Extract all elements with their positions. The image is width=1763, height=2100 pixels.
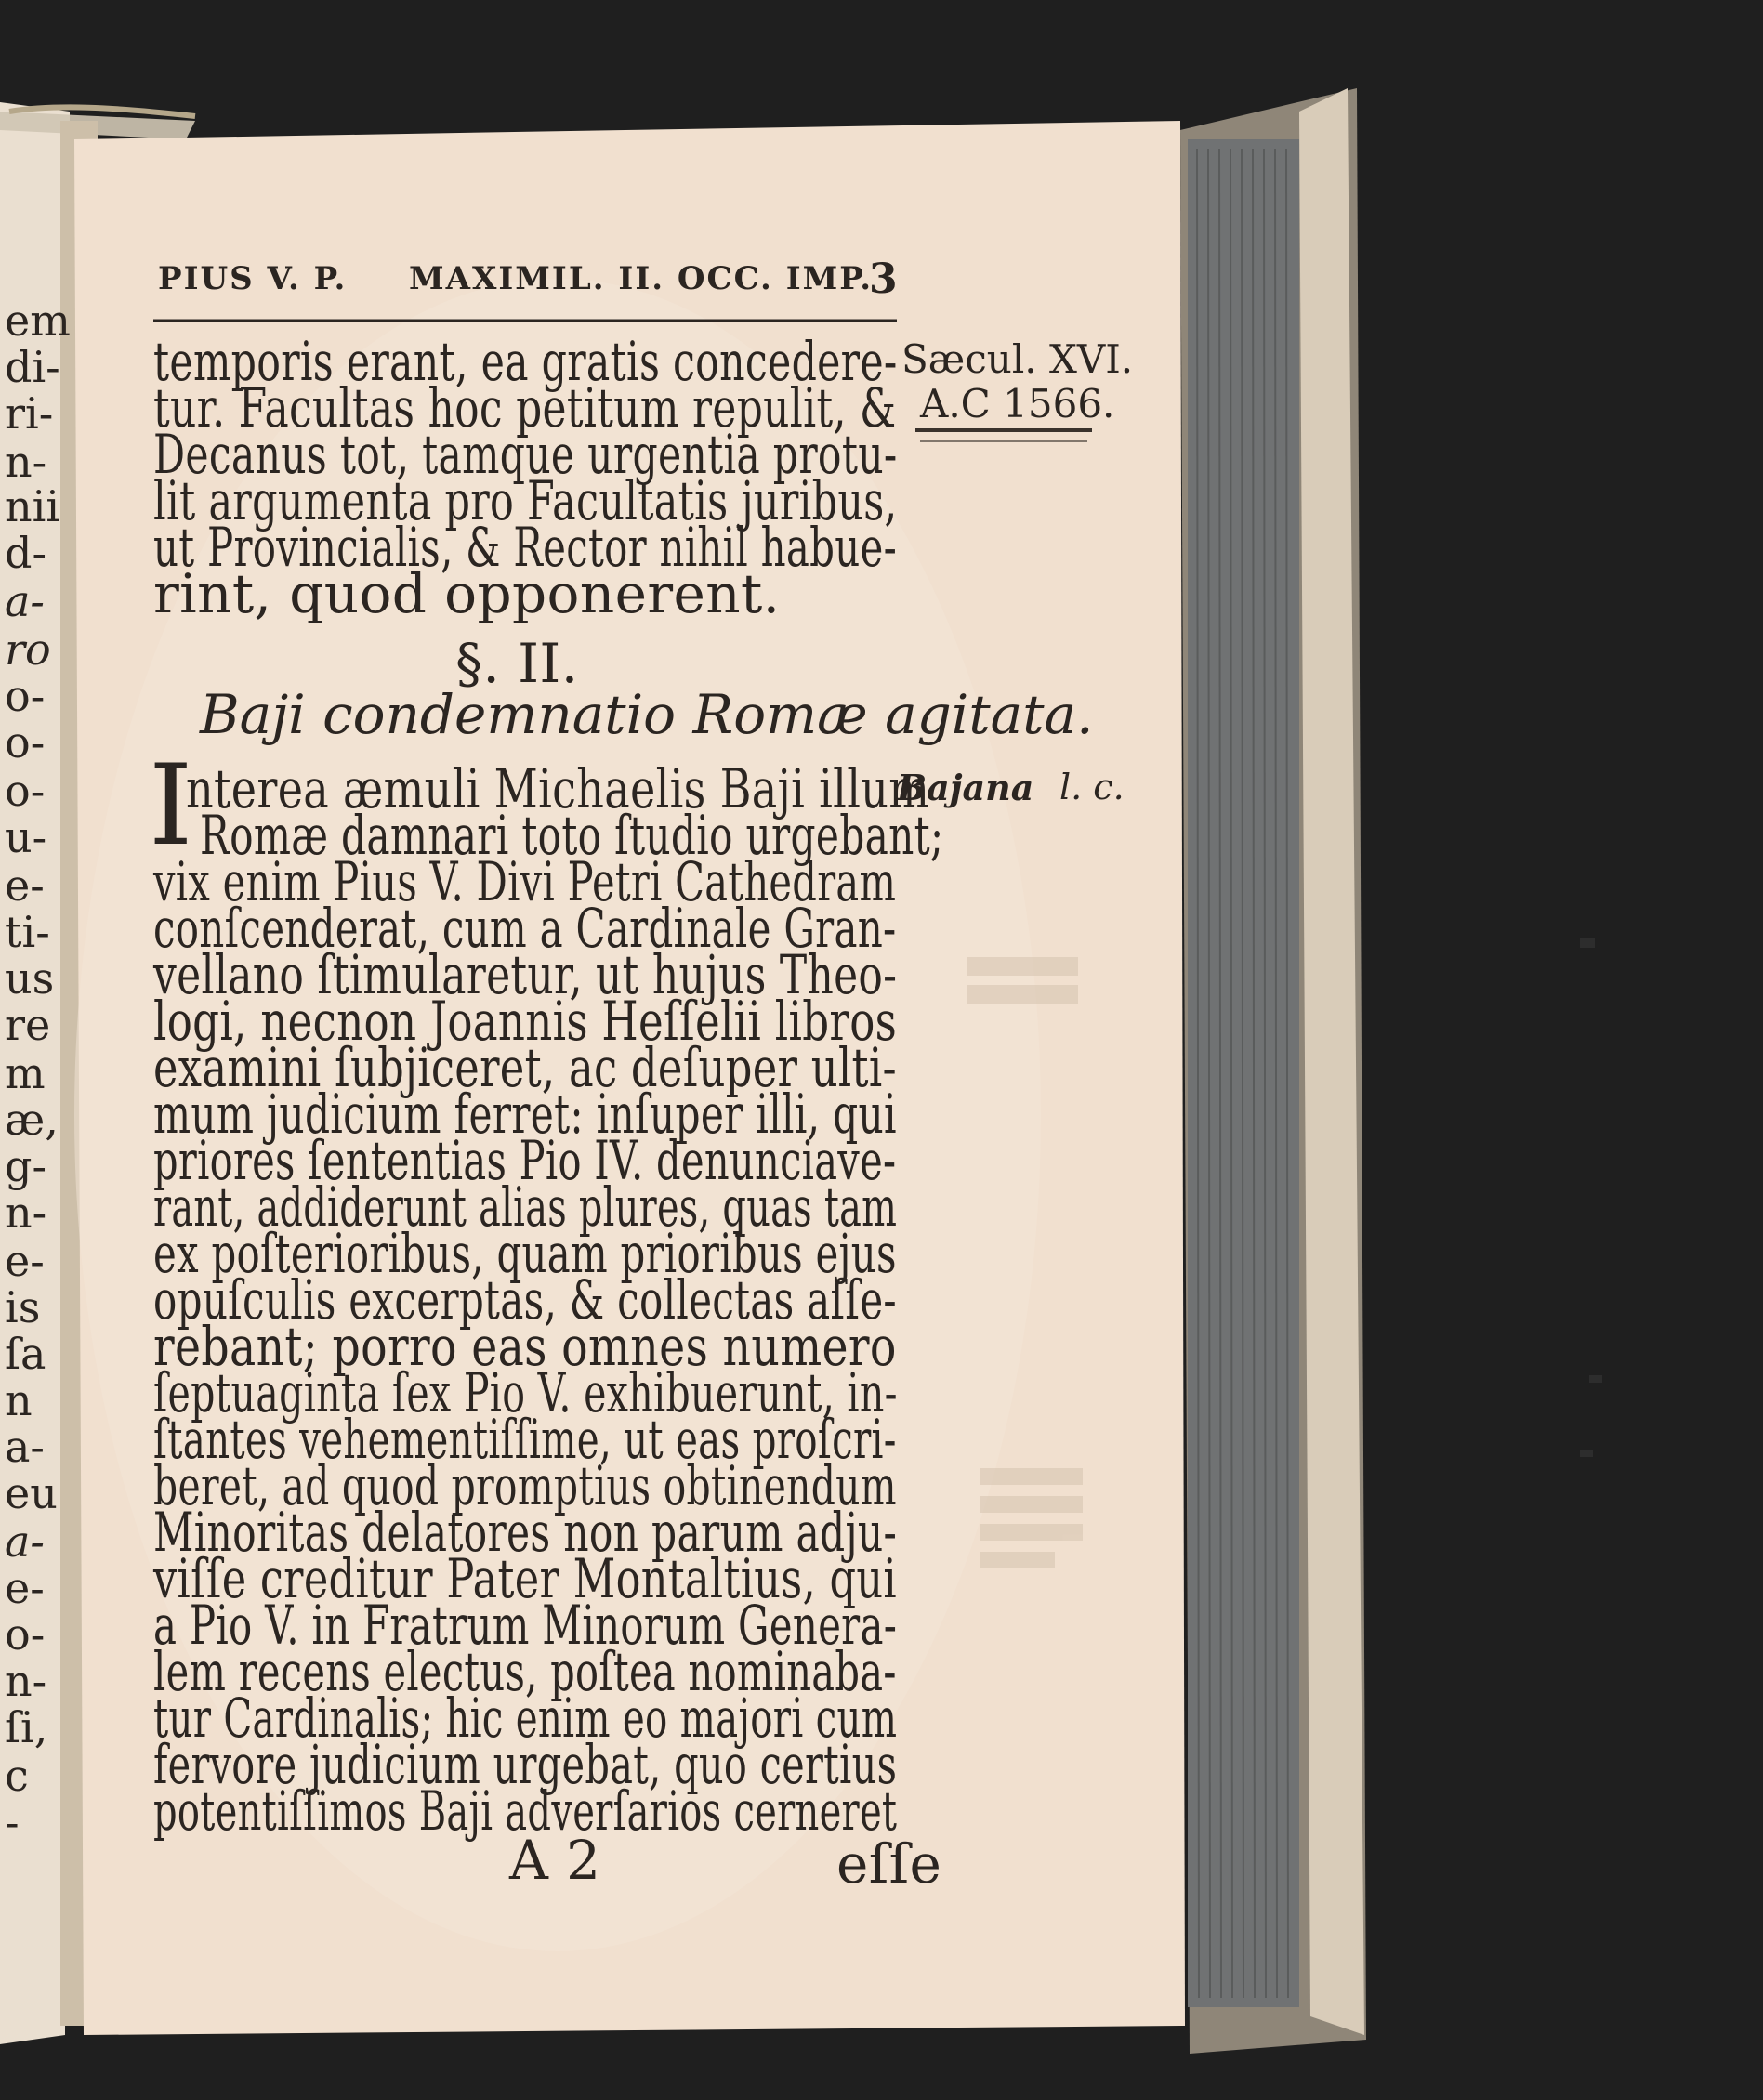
text-line: examini ſubjiceret, ac deſuper ulti- [153,1036,897,1099]
text-line: tur Cardinalis; hic enim eo majori cum [153,1687,898,1750]
text-line: Decanus tot, tamque urgentia protu- [153,423,898,486]
drop-cap: I [149,742,193,871]
text-line: vix enim Pius V. Divi Petri Cathedram [153,850,897,913]
text-line: priores ſententias Pio IV. denunciave- [153,1129,897,1192]
left-fragment: ſa [5,1329,46,1379]
left-fragment: ſi, [5,1702,48,1752]
left-fragment: e- [5,1563,45,1613]
signature-mark: A 2 [509,1829,601,1892]
text-line: lit argumenta pro Facultatis juribus, [153,469,898,532]
text-line: conſcenderat, cum a Cardinale Gran- [153,897,897,960]
text-line: beret, ad quod promptius obtinendum [153,1454,897,1517]
text-line: ſeptuaginta ſex Pio V. exhibuerunt, in- [153,1361,898,1424]
left-fragment: ro [5,624,51,675]
running-head-center: MAXIMIL. II. OCC. IMP. [409,260,874,297]
page-number: 3 [869,256,900,303]
text-line: rant, addiderunt alias plures, quas tam [153,1175,898,1239]
section-title: Baji condemnatio Romæ agitata. [200,683,1094,746]
left-fragment: n- [5,1656,47,1706]
left-fragment: eu [5,1468,58,1518]
left-fragment: nii [5,481,60,532]
left-fragment: a- [5,1422,45,1472]
left-fragment: e- [5,860,45,911]
left-fragment: m [5,1048,46,1098]
text-line: ex poſterioribus, quam prioribus ejus [153,1222,897,1285]
left-fragment: us [5,953,55,1004]
catchword: eſſe [836,1832,942,1896]
text-line: a Pio V. in Fratrum Minorum Genera- [153,1594,898,1657]
left-fragment: o- [5,671,46,721]
text-line: ſtantes vehementiſſime, ut eas proſcri- [153,1408,897,1471]
text-line: potentiſſimos Baji adverſarios cerneret [153,1779,898,1843]
text-line: tur. Facultas hoc petitum repulit, & [153,376,897,440]
left-fragment: o- [5,1609,46,1660]
section-mark: §. II. [455,632,579,695]
text-line: mum judicium ferret: inſuper illi, qui [153,1083,897,1146]
left-fragment: is [5,1282,41,1332]
left-fragment: re [5,1000,51,1050]
text-line: rebant; porro eas omnes numero [153,1315,897,1378]
text-line: logi, necnon Joannis Heſſelii libros [153,990,898,1053]
text-line: opuſculis excerptas, & collectas aſſe- [153,1268,897,1332]
left-fragment: u- [5,812,47,862]
text-line: rint, quod opponerent. [153,562,781,625]
left-fragment: d- [5,528,46,578]
text-line: nterea æmuli Michaelis Baji illum [186,757,930,820]
margin-ref-loc: l. c. [1059,767,1125,807]
left-fragment: di- [5,342,60,392]
left-fragment: c [5,1751,29,1801]
text-line: ut Provincialis, & Rector nihil habue- [153,516,898,579]
text-line: Minoritas delatores non parum adju- [153,1501,898,1564]
left-fragment: n- [5,1188,47,1238]
text-line: vellano ſtimularetur, ut hujus Theo- [153,943,898,1006]
text-line: lem recens electus, poſtea nominaba- [153,1640,897,1703]
left-fragment: o- [5,717,46,768]
text-line: Romæ damnari toto ſtudio urgebant; [200,804,944,867]
left-fragment: ti- [5,907,50,957]
text-line: fervore judicium urgebat, quo certius [153,1733,898,1796]
margin-anno: A.C 1566. [920,381,1115,427]
left-fragment: a- [5,576,45,626]
text-line: temporis erant, ea gratis concedere- [153,330,898,393]
margin-ref-bajana: Bajana [897,767,1034,808]
left-fragment: æ, [5,1095,59,1145]
left-fragment: g- [5,1141,46,1191]
left-fragment: o- [5,766,46,816]
left-fragment: e- [5,1236,45,1286]
left-fragment: - [5,1797,20,1847]
margin-saeculum: Sæcul. XVI. [901,336,1134,382]
left-fragment: n [5,1375,33,1425]
text-line: viſſe creditur Pater Montaltius, qui [153,1547,897,1610]
left-fragment: a- [5,1516,45,1567]
left-fragment: n- [5,437,47,487]
running-head-left: PIUS V. P. [158,260,348,297]
left-fragment: em [5,295,71,346]
left-fragment: ri- [5,388,54,439]
